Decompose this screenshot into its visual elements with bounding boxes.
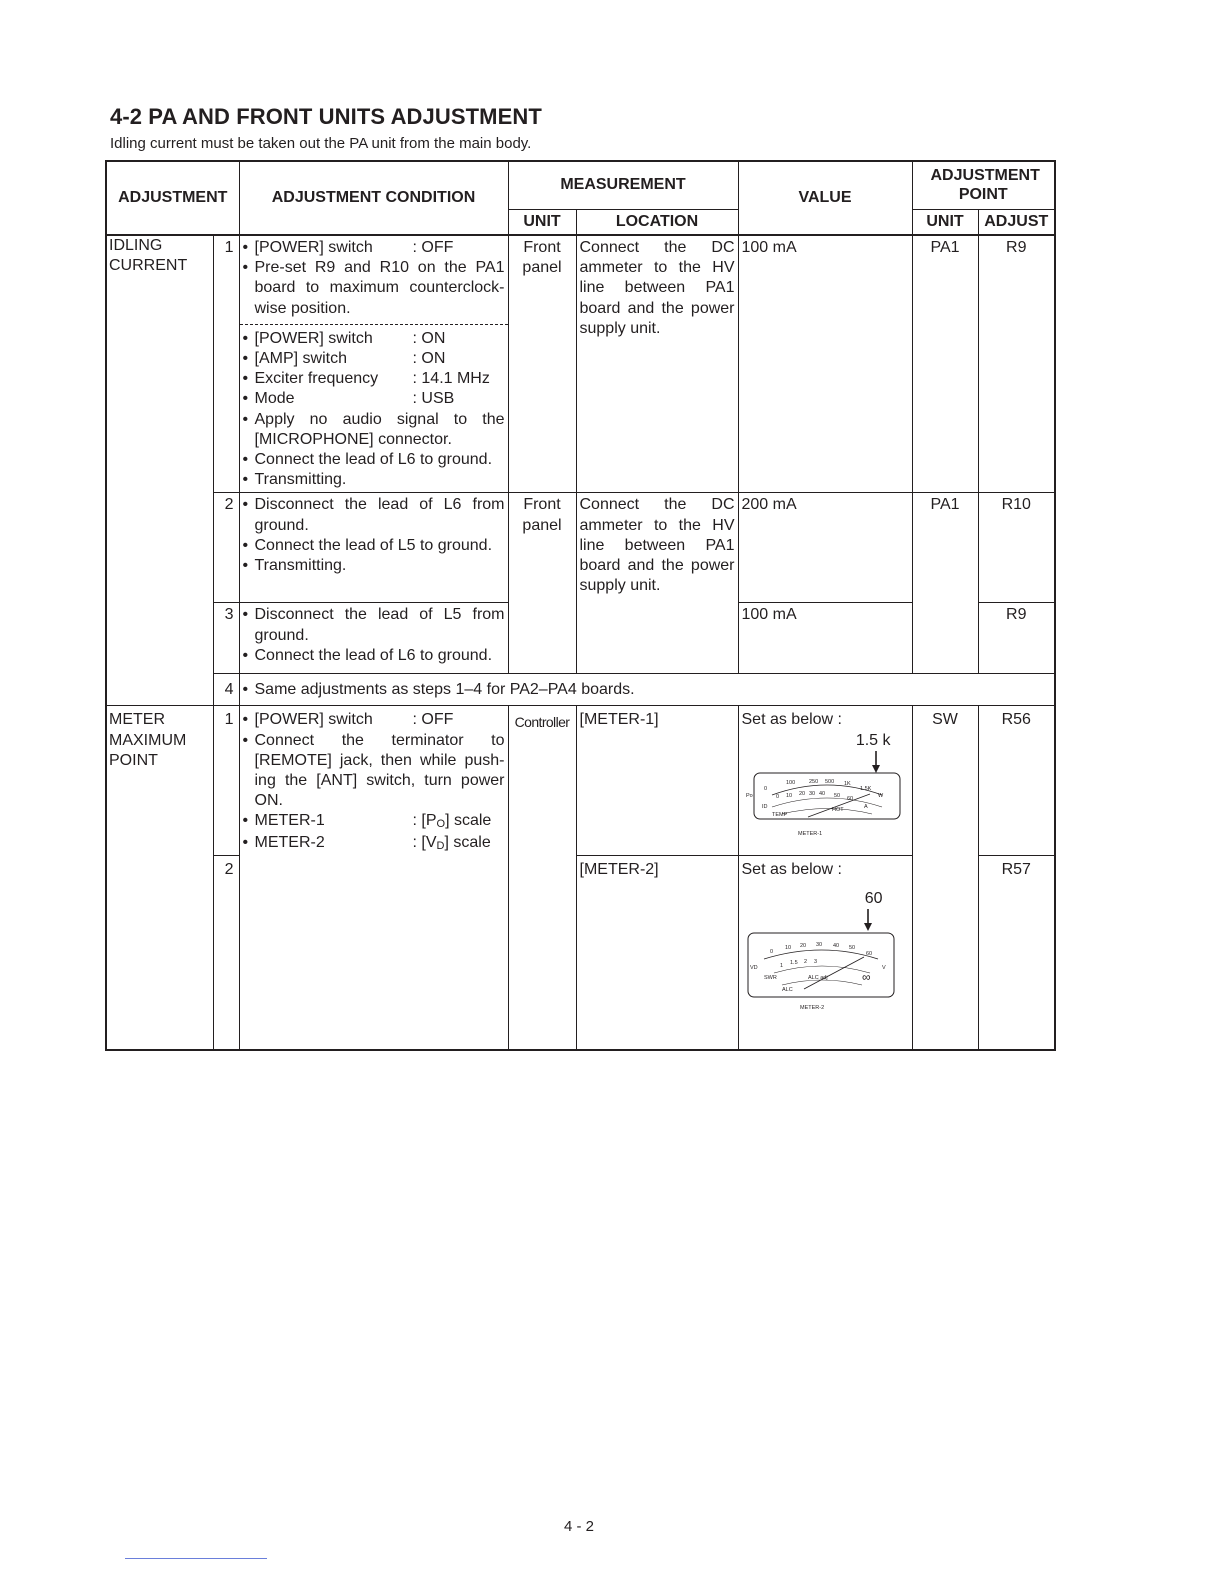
- condition-item: • Transmitting.: [243, 556, 505, 576]
- scale-label: 40: [818, 790, 825, 797]
- scale-label: 60: [865, 950, 872, 957]
- scale-label: HOT: [831, 806, 844, 813]
- scale-label: 0: [769, 948, 773, 955]
- scale-label: 1.5K: [859, 785, 871, 792]
- value-cell: 200 mA: [738, 493, 912, 603]
- header-adj-unit: UNIT: [912, 209, 978, 235]
- adj-unit-cell: SW: [912, 706, 978, 1050]
- header-adjustment: ADJUSTMENT: [106, 161, 239, 235]
- scale-arc: [774, 966, 870, 973]
- value-cell: 100 mA: [738, 235, 912, 493]
- scale-label: 500: [824, 778, 834, 785]
- meter-mark-value: 1.5 k: [855, 731, 891, 749]
- condition-item: • Same adjustments as steps 1–4 for PA2–PA4 boards.: [243, 680, 1052, 700]
- scale-arc: [782, 808, 872, 814]
- step-number: 3: [213, 603, 239, 674]
- adjust-cell: R56: [978, 706, 1055, 856]
- step-number: 1: [213, 235, 239, 493]
- scale-label: 50: [833, 792, 840, 799]
- adjustment-table: [105, 160, 1056, 1051]
- meter-2-diagram: [742, 909, 902, 1013]
- header-meas-location: LOCATION: [576, 209, 738, 235]
- adjust-cell: R57: [978, 856, 1055, 1050]
- scale-label: 40: [832, 942, 839, 949]
- scale-label: 30: [808, 790, 815, 797]
- scale-label: 0: [775, 793, 779, 800]
- condition-cell: [239, 603, 508, 674]
- header-meas-unit: UNIT: [508, 209, 576, 235]
- condition-item: • Mode : USB: [243, 389, 505, 409]
- page-title: 4-2 PA AND FRONT UNITS ADJUSTMENT: [110, 104, 542, 129]
- condition-item: • [POWER] switch : ON: [243, 329, 505, 349]
- condition-item: • Connect the lead of L6 to ground.: [243, 450, 505, 470]
- condition-item: • Disconnect the lead of L5 from ground.: [243, 605, 505, 645]
- scale-arc: [764, 950, 878, 959]
- scale-label: A: [863, 803, 868, 810]
- value-cell: [738, 856, 912, 1050]
- meter-1-diagram: [742, 751, 902, 837]
- scale-label: 1K: [843, 780, 851, 787]
- condition-cell: [239, 674, 1055, 706]
- scale-label: 10: [785, 792, 792, 799]
- condition-item: • Apply no audio signal to the [MICROPHONE] connector.: [243, 410, 505, 450]
- value-cell: 100 mA: [738, 603, 912, 674]
- scale-label: Po: [745, 792, 753, 799]
- header-measurement: MEASUREMENT: [508, 161, 738, 209]
- condition-item: • Connect the terminator to [REMOTE] jack, then while push-ing the [ANT] switch, turn power ON.: [243, 731, 505, 812]
- adjustment-label-idling: IDLING CURRENT: [106, 235, 213, 706]
- scale-label: 100: [785, 779, 795, 786]
- arrow-head: [864, 923, 872, 931]
- meter-caption: METER-1: [797, 830, 822, 837]
- condition-cell: [239, 706, 508, 1050]
- scale-label: 30: [815, 941, 822, 948]
- meas-unit-cell: Front panel: [508, 235, 576, 493]
- scale-label: 20: [798, 790, 805, 797]
- condition-item: • Connect the lead of L6 to ground.: [243, 646, 505, 666]
- scale-label: TEMP: [771, 811, 787, 818]
- scale-label: 250: [808, 778, 818, 785]
- scale-label: SWR: [763, 974, 777, 981]
- condition-item: • [AMP] switch : ON: [243, 349, 505, 369]
- step-number: 4: [213, 674, 239, 706]
- condition-item: • Exciter frequency : 14.1 MHz: [243, 369, 505, 389]
- adj-unit-cell: PA1: [912, 235, 978, 493]
- scale-label: 1: [779, 962, 783, 969]
- location-cell: Connect the DC ammeter to the HV line between PA1 board and the power supply unit.: [576, 493, 738, 674]
- page-number: 4 - 2: [564, 1518, 595, 1535]
- meter-mark-value: 60: [864, 889, 883, 907]
- arrow-head: [872, 765, 880, 773]
- condition-item: • Connect the lead of L5 to ground.: [243, 536, 505, 556]
- meas-unit-cell: Front panel: [508, 493, 576, 674]
- condition-item: • [POWER] switch : OFF: [243, 710, 505, 730]
- step-number: 1: [213, 706, 239, 856]
- location-cell: [METER-2]: [576, 856, 738, 1050]
- condition-item: • METER-2 : $[V_D]$ scale: [243, 833, 505, 854]
- scale-label: W: [877, 792, 883, 799]
- scale-label: V: [881, 964, 886, 971]
- meter-needle: [804, 957, 864, 989]
- header-value: VALUE: [738, 161, 912, 235]
- value-text: Set as below :: [741, 711, 842, 729]
- scale-label: VD: [749, 964, 758, 971]
- condition-cell: [239, 493, 508, 603]
- scale-label: 2: [803, 958, 807, 965]
- scale-label: 20: [799, 942, 806, 949]
- adjust-cell: R9: [978, 603, 1055, 674]
- adjust-cell: R9: [978, 235, 1055, 493]
- step-number: 2: [213, 493, 239, 603]
- condition-divider: [240, 324, 508, 491]
- location-cell: [METER-1]: [576, 706, 738, 856]
- header-condition: ADJUSTMENT CONDITION: [239, 161, 508, 235]
- scale-label: 50: [848, 944, 855, 951]
- scale-label: 3: [813, 958, 817, 965]
- condition-item: • Disconnect the lead of L6 from ground.: [243, 495, 505, 535]
- adj-unit-cell: PA1: [912, 493, 978, 674]
- scale-label: ID: [761, 803, 767, 810]
- value-text: Set as below :: [741, 861, 842, 879]
- step-number: 2: [213, 856, 239, 1050]
- scale-label: ALC adj: [807, 974, 828, 981]
- scale-label: ALC: [781, 986, 793, 993]
- page-subtitle: Idling current must be taken out the PA unit from the main body.: [110, 135, 532, 152]
- scale-label: 1.5: [789, 959, 798, 966]
- header-adj-adjust: ADJUST: [978, 209, 1055, 235]
- footer-divider: [125, 1558, 267, 1559]
- scale-label: 0: [763, 785, 767, 792]
- scale-label: 10: [784, 944, 791, 951]
- adjustment-label-meter: METER MAXIMUM POINT: [106, 706, 213, 1050]
- value-cell: [738, 706, 912, 856]
- meas-unit-cell: Controller: [508, 706, 576, 1050]
- condition-cell: [239, 235, 508, 493]
- condition-item: • Transmitting.: [243, 470, 505, 490]
- scale-label: 60: [846, 795, 853, 802]
- location-cell: Connect the DC ammeter to the HV line between PA1 board and the power supply unit.: [576, 235, 738, 493]
- adjust-cell: R10: [978, 493, 1055, 603]
- meter-caption: METER-2: [799, 1004, 824, 1011]
- condition-item: • [POWER] switch : OFF: [243, 238, 505, 258]
- header-adjustment-point: ADJUSTMENT POINT: [912, 161, 1055, 209]
- condition-item: • METER-1 : $[P_O]$ scale: [243, 811, 505, 832]
- scale-label: ∞: [861, 969, 871, 984]
- condition-item: • Pre-set R9 and R10 on the PA1 board to maximum counterclock-wise position.: [243, 258, 505, 319]
